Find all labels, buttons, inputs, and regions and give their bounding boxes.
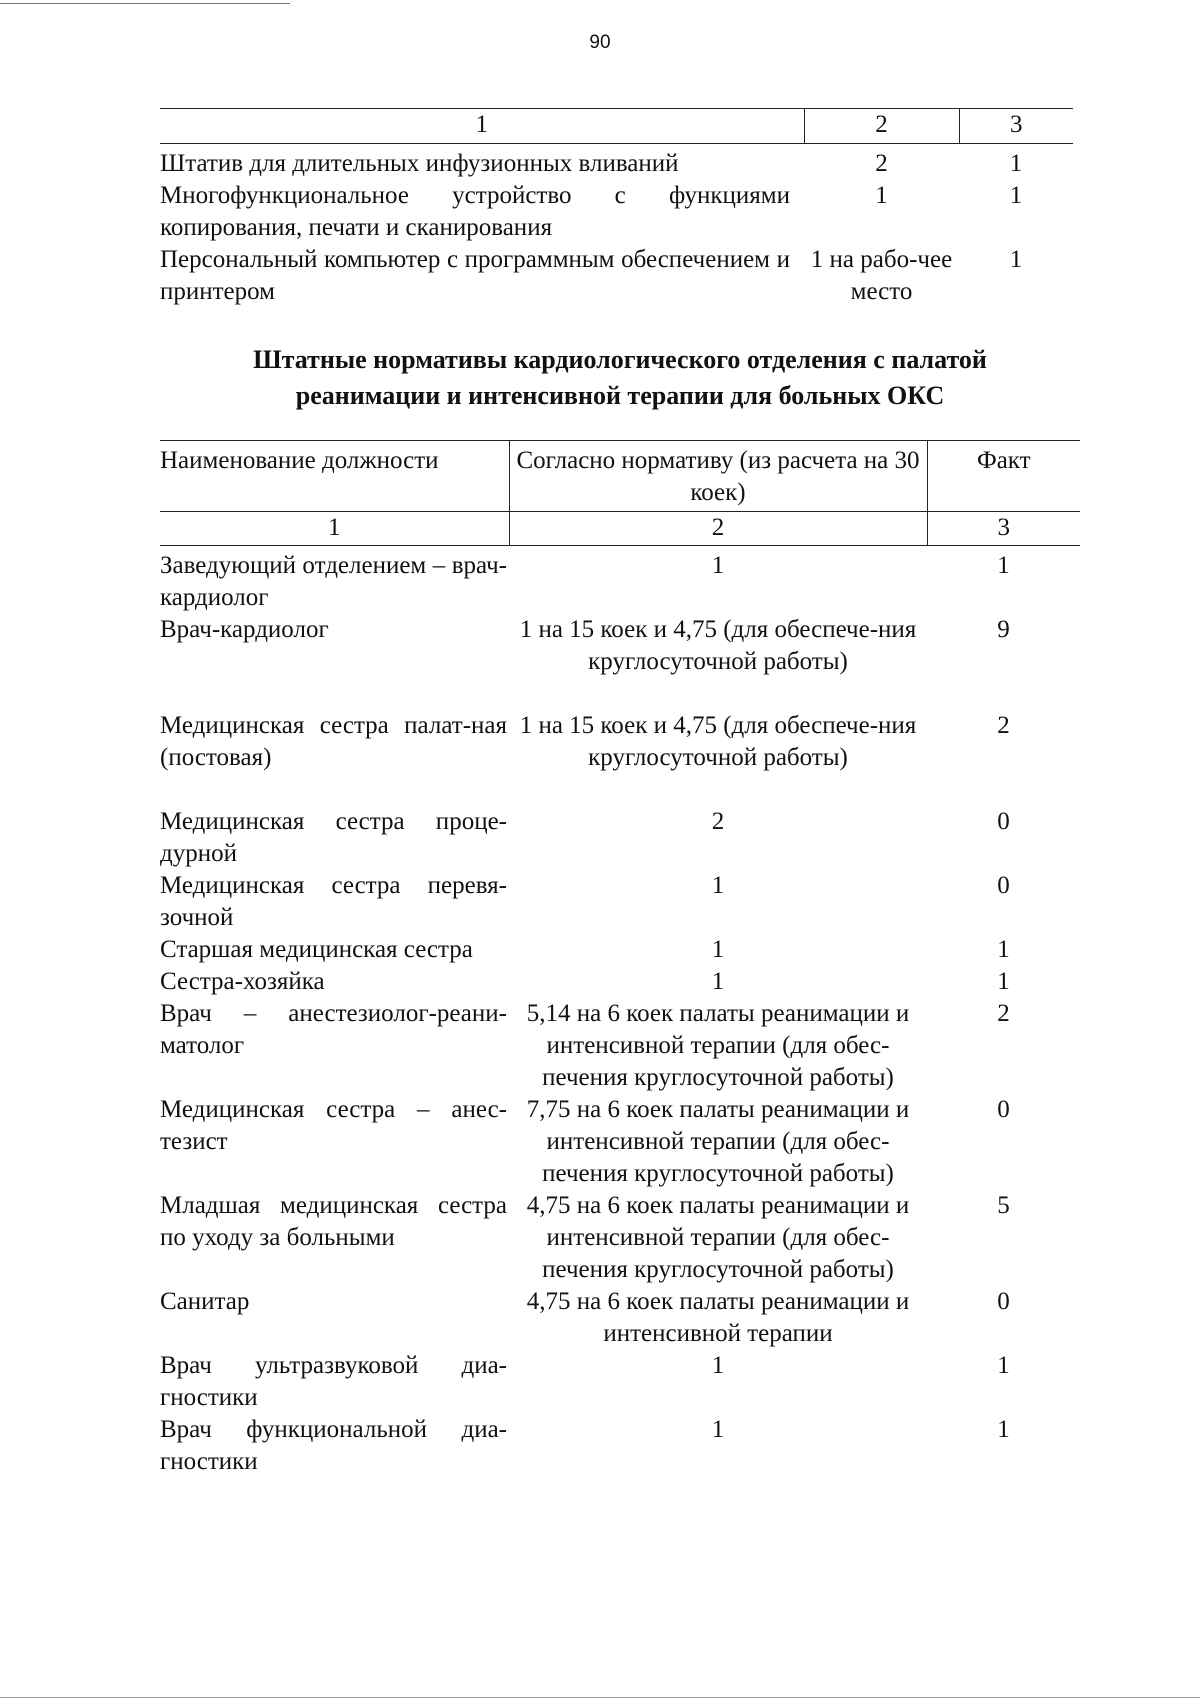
norm-value: 1 bbox=[711, 552, 725, 579]
column-number: 2 bbox=[804, 109, 959, 144]
table-row bbox=[160, 614, 1080, 710]
position-name: Сестра-хозяйка bbox=[160, 968, 325, 995]
table-row bbox=[160, 806, 1080, 870]
section-heading bbox=[150, 342, 1090, 414]
table-row bbox=[160, 1350, 1080, 1414]
equipment-actual: 1 bbox=[1009, 246, 1023, 273]
norm-value: 1 на 15 коек и 4,75 (для обеспече-ния круглосуточной работы) bbox=[519, 712, 917, 771]
table-row bbox=[160, 244, 1073, 308]
norm-value: 7,75 на 6 коек палаты реанимации и интенсивной терапии (для обес-печения круглосуточной работы) bbox=[526, 1096, 910, 1187]
fact-value: 1 bbox=[997, 1416, 1010, 1443]
table-row bbox=[160, 1286, 1080, 1350]
fact-value: 2 bbox=[997, 1000, 1010, 1027]
equipment-required: 1 на рабо-чее место bbox=[810, 246, 953, 305]
column-number: 1 bbox=[160, 512, 509, 546]
position-name: Медицинская сестра перевя-зочной bbox=[160, 872, 507, 931]
column-number: 3 bbox=[927, 512, 1080, 546]
table-row bbox=[160, 546, 1080, 615]
position-name: Врач функциональной диа-гностики bbox=[160, 1416, 507, 1475]
fact-value: 0 bbox=[997, 1096, 1010, 1123]
position-name: Врач ультразвуковой диа-гностики bbox=[160, 1352, 507, 1411]
fact-value: 5 bbox=[997, 1192, 1010, 1219]
section-heading-line: реанимации и интенсивной терапии для больных ОКС bbox=[295, 381, 945, 410]
fact-value: 1 bbox=[997, 1352, 1010, 1379]
table-row bbox=[160, 1094, 1080, 1190]
norm-value: 4,75 на 6 коек палаты реанимации и интенсивной терапии bbox=[526, 1288, 910, 1347]
position-name: Старшая медицинская сестра bbox=[160, 936, 473, 963]
norm-value: 1 bbox=[711, 1352, 725, 1379]
position-name: Медицинская сестра палат-ная (постовая) bbox=[160, 712, 507, 771]
table-row bbox=[160, 710, 1080, 806]
equipment-table bbox=[160, 108, 1073, 308]
equipment-name: Многофункциональное устройство с функциями копирования, печати и сканирования bbox=[160, 182, 790, 241]
fact-value: 0 bbox=[997, 808, 1010, 835]
table-row bbox=[160, 870, 1080, 934]
equipment-actual: 1 bbox=[1009, 150, 1023, 177]
table-header-row bbox=[160, 109, 1073, 144]
table-row bbox=[160, 966, 1080, 998]
section-heading-line: Штатные нормативы кардиологического отделения с палатой bbox=[253, 345, 987, 374]
page-number: 90 bbox=[589, 32, 611, 53]
position-name: Врач-кардиолог bbox=[160, 616, 329, 643]
position-name: Медицинская сестра проце-дурной bbox=[160, 808, 507, 867]
equipment-name: Персональный компьютер с программным обеспечением и принтером bbox=[160, 246, 790, 305]
table-row bbox=[160, 1190, 1080, 1286]
fact-value: 0 bbox=[997, 872, 1010, 899]
position-name: Врач – анестезиолог-реани-матолог bbox=[160, 1000, 507, 1059]
norm-value: 2 bbox=[711, 808, 725, 835]
fact-value: 9 bbox=[997, 616, 1010, 643]
header-position: Наименование должности bbox=[160, 441, 509, 512]
position-name: Санитар bbox=[160, 1288, 250, 1315]
position-name: Заведующий отделением – врач-кардиолог bbox=[160, 552, 507, 611]
column-number: 1 bbox=[160, 109, 804, 144]
position-name: Медицинская сестра – анес-тезист bbox=[160, 1096, 507, 1155]
norm-value: 1 bbox=[711, 872, 725, 899]
norm-value: 5,14 на 6 коек палаты реанимации и интенсивной терапии (для обес-печения круглосуточной работы) bbox=[526, 1000, 910, 1091]
norm-value: 1 bbox=[711, 1416, 725, 1443]
fact-value: 1 bbox=[997, 552, 1010, 579]
table-row bbox=[160, 1414, 1080, 1478]
norm-value: 4,75 на 6 коек палаты реанимации и интенсивной терапии (для обес-печения круглосуточной работы) bbox=[526, 1192, 910, 1283]
equipment-required: 2 bbox=[875, 150, 888, 177]
header-norm: Согласно нормативу (из расчета на 30 коек) bbox=[509, 441, 927, 512]
equipment-name: Штатив для длительных инфузионных вливаний bbox=[160, 150, 679, 177]
norm-value: 1 bbox=[711, 936, 725, 963]
column-number: 2 bbox=[509, 512, 927, 546]
column-number: 3 bbox=[959, 109, 1073, 144]
norm-value: 1 bbox=[711, 968, 725, 995]
fact-value: 1 bbox=[997, 936, 1010, 963]
scan-edge-line bbox=[0, 3, 290, 4]
table-row bbox=[160, 144, 1073, 181]
staff-table bbox=[160, 440, 1080, 1478]
header-fact: Факт bbox=[927, 441, 1080, 512]
equipment-required: 1 bbox=[875, 182, 888, 209]
scan-edge-line bbox=[0, 1697, 1200, 1698]
table-row bbox=[160, 998, 1080, 1094]
table-row bbox=[160, 180, 1073, 244]
position-name: Младшая медицинская сестра по уходу за больными bbox=[160, 1192, 507, 1251]
column-numbers-row bbox=[160, 512, 1080, 546]
equipment-actual: 1 bbox=[1009, 182, 1023, 209]
fact-value: 0 bbox=[997, 1288, 1010, 1315]
table-header-row bbox=[160, 441, 1080, 512]
norm-value: 1 на 15 коек и 4,75 (для обеспече-ния круглосуточной работы) bbox=[519, 616, 917, 675]
fact-value: 1 bbox=[997, 968, 1010, 995]
table-row bbox=[160, 934, 1080, 966]
fact-value: 2 bbox=[997, 712, 1010, 739]
